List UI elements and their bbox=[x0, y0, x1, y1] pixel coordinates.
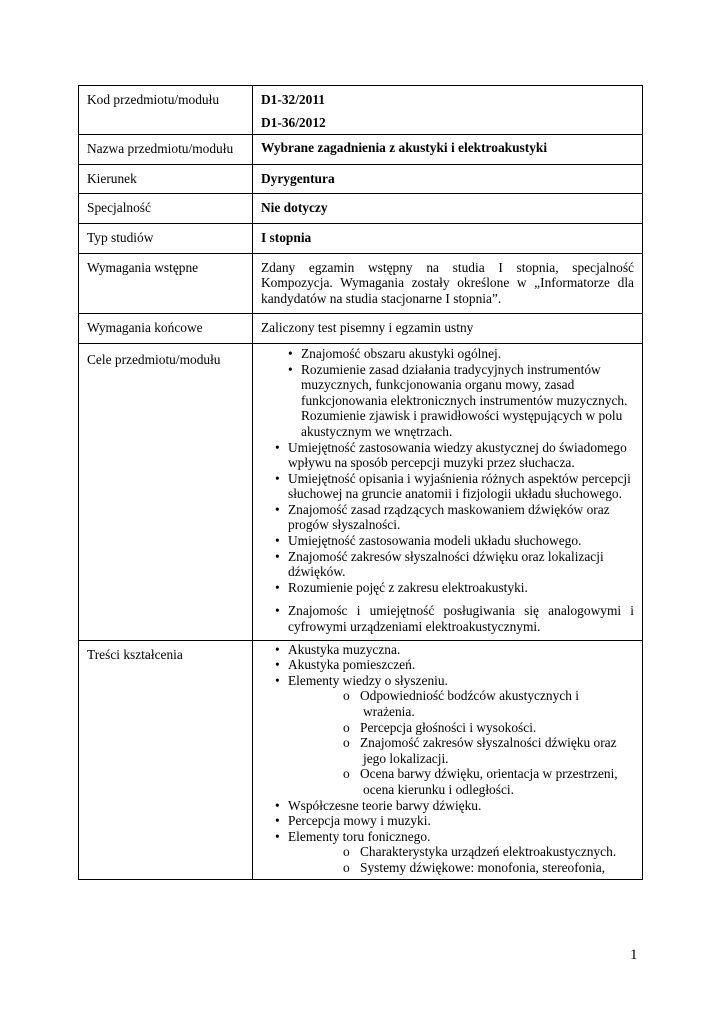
label-cell bbox=[79, 314, 253, 344]
value-cell bbox=[253, 314, 643, 344]
list-item bbox=[261, 642, 634, 658]
bullet-icon: • bbox=[275, 797, 280, 813]
list-item bbox=[261, 346, 634, 362]
list-item-text: Rozumienie pojęć z zakresu elektroakustyki. bbox=[288, 579, 528, 595]
list-item-text: Znajomość obszaru akustyki ogólnej. bbox=[301, 345, 502, 361]
list-item bbox=[261, 603, 634, 634]
sub-list-item bbox=[288, 688, 634, 719]
kod-value-2: D1-36/2012 bbox=[261, 114, 326, 130]
sub-list-item bbox=[288, 844, 634, 860]
sub-list-item-text: Odpowiedniość bodźców akustycznych i wrażenia. bbox=[360, 688, 580, 719]
kod-label: Kod przedmiotu/modułu bbox=[87, 92, 220, 107]
list-item-text: Umiejętność opisania i wyjaśnienia różnych aspektów percepcji słuchowej na gruncie anatomii i fizjologii układu słuchowego. bbox=[288, 470, 631, 502]
typ-label: Typ studiów bbox=[87, 229, 154, 245]
list-item bbox=[261, 813, 634, 829]
list-item bbox=[261, 502, 634, 533]
list-item-text: Znajomość zasad rządzących maskowaniem dźwięków oraz progów słyszalności. bbox=[288, 501, 610, 533]
bullet-icon: • bbox=[275, 533, 280, 549]
bullet-icon: • bbox=[275, 828, 280, 844]
nazwa-label: Nazwa przedmiotu/modułu bbox=[87, 141, 234, 157]
list-item-text: Współczesne teorie barwy dźwięku. bbox=[288, 797, 482, 813]
value-cell bbox=[253, 223, 643, 253]
bullet-icon: • bbox=[275, 501, 280, 517]
label-cell bbox=[79, 194, 253, 224]
bullet-icon: • bbox=[275, 657, 280, 673]
value-cell bbox=[253, 640, 643, 879]
list-item bbox=[261, 440, 634, 471]
circle-bullet-icon: o bbox=[343, 719, 350, 735]
list-item bbox=[261, 362, 634, 440]
list-item bbox=[261, 580, 634, 596]
tresci-list bbox=[261, 642, 634, 876]
circle-bullet-icon: o bbox=[343, 859, 350, 875]
table-row bbox=[79, 343, 643, 640]
list-item bbox=[261, 673, 634, 798]
kierunek-label: Kierunek bbox=[87, 170, 137, 186]
cele-label: Cele przedmiotu/modułu bbox=[87, 351, 221, 367]
nazwa-value: Wybrane zagadnienia z akustyki i elektroakustyki bbox=[261, 140, 548, 156]
specjalnosc-value: Nie dotyczy bbox=[261, 200, 328, 216]
value-cell bbox=[253, 135, 643, 165]
wymagania-wstepne-value: Zdany egzamin wstępny na studia I stopnia, specjalność Kompozycja. Wymagania zostały określone w „Informatorze dla kandydatów na studia stacjonarne I stopnia”. bbox=[261, 259, 634, 306]
bullet-icon: • bbox=[288, 361, 293, 377]
list-item-text: Elementy toru fonicznego. bbox=[288, 828, 431, 844]
table-row bbox=[79, 194, 643, 224]
circle-bullet-icon: o bbox=[343, 688, 350, 704]
bullet-icon: • bbox=[288, 345, 293, 361]
bullet-icon: • bbox=[275, 641, 280, 657]
sub-list-item-text: Systemy dźwiękowe: monofonia, stereofonia, bbox=[360, 859, 606, 875]
label-cell bbox=[79, 164, 253, 194]
circle-bullet-icon: o bbox=[343, 766, 350, 782]
sub-list-item-text: Znajomość zakresów słyszalności dźwięku oraz jego lokalizacji. bbox=[360, 735, 617, 766]
value-cell bbox=[253, 194, 643, 224]
kierunek-value: Dyrygentura bbox=[261, 170, 335, 186]
value-cell bbox=[253, 86, 643, 135]
list-item bbox=[261, 829, 634, 876]
bullet-icon: • bbox=[275, 672, 280, 688]
list-item bbox=[261, 657, 634, 673]
page-number: 1 bbox=[630, 947, 638, 963]
typ-value: I stopnia bbox=[261, 229, 312, 245]
list-item bbox=[261, 549, 634, 580]
cele-list bbox=[261, 346, 634, 440]
sub-list-item bbox=[288, 720, 634, 736]
sub-list-item-text: Ocena barwy dźwięku, orientacja w przestrzeni, ocena kierunku i odległości. bbox=[360, 766, 618, 797]
bullet-icon: • bbox=[275, 470, 280, 486]
label-cell bbox=[79, 135, 253, 165]
bullet-icon: • bbox=[275, 813, 280, 829]
circle-bullet-icon: o bbox=[343, 735, 350, 751]
table-row bbox=[79, 86, 643, 135]
sub-list bbox=[288, 688, 634, 797]
sub-list-item bbox=[288, 860, 634, 876]
table-row bbox=[79, 223, 643, 253]
table-row bbox=[79, 135, 643, 165]
specjalnosc-label: Specjalność bbox=[87, 200, 151, 216]
list-item-text: Elementy wiedzy o słyszeniu. bbox=[288, 672, 448, 688]
sub-list-item bbox=[288, 735, 634, 766]
sub-list bbox=[288, 844, 634, 875]
sub-list-item bbox=[288, 766, 634, 797]
tresci-label: Treści kształcenia bbox=[87, 646, 183, 662]
bullet-icon: • bbox=[275, 548, 280, 564]
list-item-text: Umiejętność zastosowania wiedzy akustycznej do świadomego wpływu na sposób percepcji muzyki przez słuchacza. bbox=[288, 439, 627, 471]
label-cell bbox=[79, 640, 253, 879]
list-item bbox=[261, 798, 634, 814]
label-cell bbox=[79, 86, 253, 135]
value-cell bbox=[253, 164, 643, 194]
sub-list-item-text: Percepcja głośności i wysokości. bbox=[360, 719, 537, 735]
table-row bbox=[79, 253, 643, 314]
list-item-text: Znajomośc i umiejętność posługiwania się analogowymi i cyfrowymi urządzeniami elektroakustycznymi. bbox=[288, 603, 634, 635]
list-item-text: Umiejętność zastosowania modeli układu słuchowego. bbox=[288, 533, 582, 549]
table-row bbox=[79, 164, 643, 194]
value-cell bbox=[253, 253, 643, 314]
list-item-text: Znajomość zakresów słyszalności dźwięku oraz lokalizacji dźwięków. bbox=[288, 548, 604, 580]
bullet-icon: • bbox=[275, 579, 280, 595]
bullet-icon: • bbox=[275, 603, 280, 619]
value-cell bbox=[253, 343, 643, 640]
label-cell bbox=[79, 253, 253, 314]
table-row bbox=[79, 640, 643, 879]
cele-list bbox=[261, 440, 634, 635]
course-table bbox=[78, 85, 643, 880]
list-item-text: Percepcja mowy i muzyki. bbox=[288, 813, 431, 829]
label-cell bbox=[79, 223, 253, 253]
circle-bullet-icon: o bbox=[343, 844, 350, 860]
list-item-text: Rozumienie zasad działania tradycyjnych instrumentów muzycznych, funkcjonowania organu mowy, zasad funkcjonowania elektronicznych instrumentów muzycznych. Rozumienie zjawisk i prawidłowości występujących w polu akustycznym we wnętrzach. bbox=[301, 361, 628, 439]
wymagania-wstepne-label: Wymagania wstępne bbox=[87, 259, 199, 275]
table-row bbox=[79, 314, 643, 344]
wymagania-koncowe-label: Wymagania końcowe bbox=[87, 320, 203, 336]
list-item bbox=[261, 533, 634, 549]
kod-value-1: D1-32/2011 bbox=[261, 92, 325, 107]
list-item bbox=[261, 471, 634, 502]
bullet-icon: • bbox=[275, 439, 280, 455]
list-item-text: Akustyka pomieszczeń. bbox=[288, 657, 416, 673]
list-item-text: Akustyka muzyczna. bbox=[288, 641, 401, 657]
wymagania-koncowe-value: Zaliczony test pisemny i egzamin ustny bbox=[261, 320, 474, 336]
label-cell bbox=[79, 343, 253, 640]
sub-list-item-text: Charakterystyka urządzeń elektroakustycznych. bbox=[360, 844, 617, 860]
